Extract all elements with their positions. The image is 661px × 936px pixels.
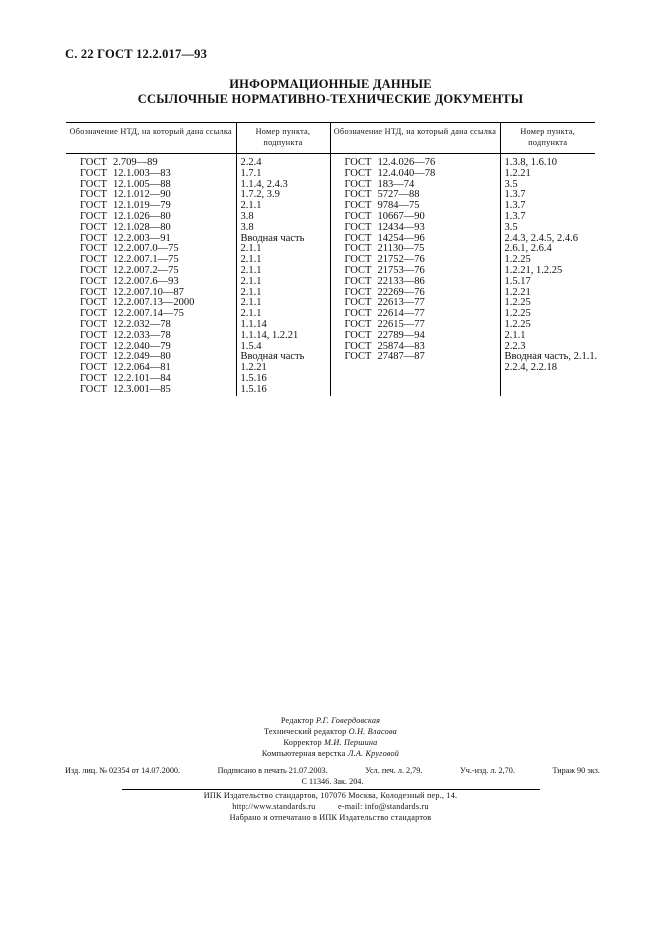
point-number: 1.3.7 — [504, 189, 526, 201]
gost-prefix: ГОСТ — [344, 210, 372, 222]
point-number: 1.1.14, 1.2.21 — [240, 329, 299, 341]
publisher-printed-by: Набрано и отпечатано в ИПК Издательство стандартов — [229, 813, 432, 822]
order-text: С 11346. Зак. 204. — [301, 777, 364, 786]
header-point-right: Номер пункта, подпункта — [500, 123, 595, 154]
point-number: 1.7.2, 3.9 — [240, 189, 280, 201]
point-number: 2.1.1 — [240, 254, 262, 266]
gost-prefix: ГОСТ — [344, 308, 372, 320]
header-doc-right: Обозначение НТД, на который дана ссылка — [330, 123, 500, 154]
doc-number: 12.2.032—78 — [113, 318, 171, 330]
credit-line — [0, 737, 661, 748]
document-titles — [0, 77, 661, 107]
gost-prefix: ГОСТ — [344, 286, 372, 298]
doc-number: 183—74 — [377, 178, 415, 190]
publisher-sheets-text: Уч.-изд. л. 2,70. — [459, 766, 515, 775]
point-number: 1.5.4 — [240, 340, 262, 352]
point-number: 3.5 — [504, 221, 518, 233]
point-number: 1.1.14 — [240, 318, 267, 330]
header-doc-left: Обозначение НТД, на который дана ссылка — [66, 123, 236, 154]
credits-block — [0, 715, 661, 759]
credit-name: М.И. Першина — [324, 738, 378, 747]
doc-number: 12.2.007.2—75 — [113, 264, 179, 276]
doc-number: 5727—88 — [377, 189, 420, 201]
gost-prefix: ГОСТ — [344, 232, 372, 244]
doc-number: 12.1.005—88 — [113, 178, 171, 190]
credit-name: О.Н. Власова — [348, 727, 397, 736]
gost-prefix: ГОСТ — [80, 254, 107, 266]
gost-prefix: ГОСТ — [80, 157, 107, 168]
gost-prefix: ГОСТ — [344, 351, 372, 363]
doc-number: 9784—75 — [377, 200, 420, 212]
point-number: 2.1.1 — [240, 308, 262, 320]
point-number: 1.1.4, 2.4.3 — [240, 178, 288, 190]
point-number: 1.2.25 — [504, 308, 531, 320]
credit-role: Технический редактор — [264, 727, 347, 736]
publisher-block — [0, 789, 661, 823]
gost-prefix: ГОСТ — [344, 200, 372, 212]
point-number: 1.2.21 — [504, 286, 531, 298]
point-number: Вводная часть, 2.1.1. — [504, 351, 598, 363]
gost-prefix: ГОСТ — [344, 178, 372, 190]
point-number: 3.5 — [504, 178, 518, 190]
gost-prefix: ГОСТ — [80, 232, 107, 244]
gost-prefix: ГОСТ — [344, 221, 372, 233]
doc-number: 22269—76 — [377, 286, 425, 298]
gost-prefix: ГОСТ — [344, 264, 372, 276]
point-number-continuation: 2.2.4, 2.2.18 — [504, 362, 557, 374]
gost-prefix: ГОСТ — [344, 340, 372, 352]
gost-prefix: ГОСТ — [80, 210, 107, 222]
gost-prefix: ГОСТ — [80, 243, 107, 255]
gost-prefix: ГОСТ — [80, 286, 107, 298]
circulation-text: Тираж 90 экз. — [552, 766, 600, 775]
doc-number: 12.2.003—91 — [113, 232, 171, 244]
point-number: 2.1.1 — [240, 275, 262, 287]
point-number: 1.5.17 — [504, 275, 531, 287]
doc-number: 21753—76 — [377, 264, 425, 276]
license-text: Изд. лиц. № 02354 от 14.07.2000. — [65, 766, 181, 775]
point-number: 2.4.3, 2.4.5, 2.4.6 — [504, 232, 578, 244]
point-number: Вводная часть — [240, 351, 305, 363]
credit-role: Редактор — [280, 716, 314, 725]
point-number: 1.7.1 — [240, 167, 262, 179]
left-doc-column — [66, 154, 236, 396]
credit-name: Р.Г. Говердовская — [316, 716, 381, 725]
doc-number: 12.2.049—80 — [113, 351, 171, 363]
point-number: 1.2.25 — [504, 254, 531, 266]
doc-number: 14254—96 — [377, 232, 425, 244]
title-info-data: ИНФОРМАЦИОННЫЕ ДАННЫЕ — [229, 77, 432, 91]
point-number: 2.6.1, 2.6.4 — [504, 243, 552, 255]
gost-prefix: ГОСТ — [80, 351, 107, 363]
doc-number: 12.2.033—78 — [113, 329, 171, 341]
table-body-row — [66, 154, 595, 396]
table-header-row — [66, 123, 595, 154]
gost-prefix: ГОСТ — [344, 189, 372, 201]
table-row-doc — [345, 352, 500, 363]
gost-prefix: ГОСТ — [80, 362, 107, 374]
gost-prefix: ГОСТ — [80, 167, 107, 179]
credit-role: Корректор — [283, 738, 322, 747]
doc-number: 12.2.101—84 — [113, 372, 171, 384]
gost-prefix: ГОСТ — [344, 254, 372, 266]
doc-number: 12.3.001—85 — [113, 383, 171, 395]
doc-number: 21752—76 — [377, 254, 425, 266]
point-number: 2.2.4 — [240, 157, 262, 168]
header-point-left: Номер пункта, подпункта — [236, 123, 330, 154]
doc-number: 22789—94 — [377, 329, 425, 341]
publisher-address: ИПК Издательство стандартов, 107076 Москва, Колодезный пер., 14. — [203, 791, 458, 800]
doc-number: 12.2.007.0—75 — [113, 243, 179, 255]
point-number: 1.5.16 — [240, 383, 267, 395]
table-row-doc — [345, 169, 500, 180]
gost-prefix: ГОСТ — [80, 329, 107, 341]
point-number: 3.8 — [240, 210, 254, 222]
doc-number: 21130—75 — [377, 243, 425, 255]
doc-number: 25874—83 — [377, 340, 425, 352]
doc-number: 12.2.040—79 — [113, 340, 171, 352]
publisher-website[interactable]: http://www.standards.ru — [232, 802, 316, 811]
doc-number: 12.4.026—76 — [377, 157, 436, 168]
gost-prefix: ГОСТ — [344, 157, 372, 168]
signed-text: Подписано в печать 21.07.2003. — [217, 766, 328, 775]
left-point-column — [236, 154, 330, 396]
point-number: 1.2.21 — [240, 362, 267, 374]
doc-number: 12.2.007.1—75 — [113, 254, 179, 266]
credit-role: Компьютерная верстка — [261, 749, 346, 758]
doc-number: 12.1.019—79 — [113, 200, 171, 212]
gost-prefix: ГОСТ — [80, 308, 107, 320]
right-point-column — [500, 154, 598, 396]
doc-number: 12.2.007.13—2000 — [113, 297, 195, 309]
doc-number: 22133—86 — [377, 275, 425, 287]
doc-number: 22613—77 — [377, 297, 425, 309]
doc-number: 12.1.012—90 — [113, 189, 171, 201]
point-number: 2.1.1 — [240, 286, 262, 298]
gost-prefix: ГОСТ — [80, 221, 107, 233]
point-number: 3.8 — [240, 221, 254, 233]
imprint-block — [65, 765, 661, 787]
doc-number: 22615—77 — [377, 318, 425, 330]
gost-prefix: ГОСТ — [80, 200, 107, 212]
gost-prefix: ГОСТ — [344, 275, 372, 287]
point-number: 1.2.21, 1.2.25 — [504, 264, 563, 276]
gost-prefix: ГОСТ — [80, 189, 107, 201]
point-number: 2.2.3 — [504, 340, 526, 352]
point-number: 1.3.7 — [504, 200, 526, 212]
gost-prefix: ГОСТ — [80, 340, 107, 352]
doc-number: 12.1.028—80 — [113, 221, 171, 233]
point-number: 2.1.1 — [240, 264, 262, 276]
references-table — [66, 122, 598, 396]
point-number: 2.1.1 — [240, 297, 262, 309]
gost-prefix: ГОСТ — [344, 167, 372, 179]
gost-prefix: ГОСТ — [80, 318, 107, 330]
doc-number: 2.709—89 — [113, 157, 158, 168]
credit-name: Л.А. Круговой — [347, 749, 400, 758]
doc-number: 12434—93 — [377, 221, 425, 233]
gost-prefix: ГОСТ — [344, 329, 372, 341]
publisher-email[interactable]: e-mail: info@standards.ru — [337, 802, 429, 811]
doc-number: 12.2.064—81 — [113, 362, 171, 374]
gost-prefix: ГОСТ — [80, 178, 107, 190]
right-doc-column — [330, 154, 500, 396]
publisher-contacts — [0, 801, 661, 812]
point-number: 2.1.1 — [504, 329, 526, 341]
credit-line — [0, 715, 661, 726]
point-number: 1.2.25 — [504, 297, 531, 309]
credit-line — [0, 748, 661, 759]
imprint-row — [65, 765, 600, 776]
table-row-doc — [80, 385, 236, 396]
doc-number: 10667—90 — [377, 210, 425, 222]
gost-prefix: ГОСТ — [344, 243, 372, 255]
doc-number: 22614—77 — [377, 308, 425, 320]
page-header: С. 22 ГОСТ 12.2.017—93 — [65, 47, 208, 61]
point-number: 2.1.1 — [240, 200, 262, 212]
point-number: 1.2.21 — [504, 167, 531, 179]
gost-prefix: ГОСТ — [344, 318, 372, 330]
title-references: ССЫЛОЧНЫЕ НОРМАТИВНО-ТЕХНИЧЕСКИЕ ДОКУМЕНТЫ — [137, 92, 524, 106]
doc-number: 12.2.007.6—93 — [113, 275, 179, 287]
doc-number: 27487—87 — [377, 351, 425, 363]
doc-number: 12.2.007.10—87 — [113, 286, 184, 298]
gost-prefix: ГОСТ — [344, 297, 372, 309]
gost-prefix: ГОСТ — [80, 383, 107, 395]
doc-number: 12.1.026—80 — [113, 210, 171, 222]
gost-prefix: ГОСТ — [80, 275, 107, 287]
gost-prefix: ГОСТ — [80, 372, 107, 384]
gost-prefix: ГОСТ — [80, 264, 107, 276]
point-number: 1.5.16 — [240, 372, 267, 384]
doc-number: 12.1.003—83 — [113, 167, 171, 179]
doc-number: 12.2.007.14—75 — [113, 308, 184, 320]
gost-prefix: ГОСТ — [80, 297, 107, 309]
point-number: Вводная часть — [240, 232, 305, 244]
point-number: 1.3.8, 1.6.10 — [504, 157, 557, 168]
point-number: 1.2.25 — [504, 318, 531, 330]
point-number: 1.3.7 — [504, 210, 526, 222]
print-sheets-text: Усл. печ. л. 2,79. — [365, 766, 423, 775]
credit-line — [0, 726, 661, 737]
doc-number: 12.4.040—78 — [377, 167, 436, 179]
point-number: 2.1.1 — [240, 243, 262, 255]
